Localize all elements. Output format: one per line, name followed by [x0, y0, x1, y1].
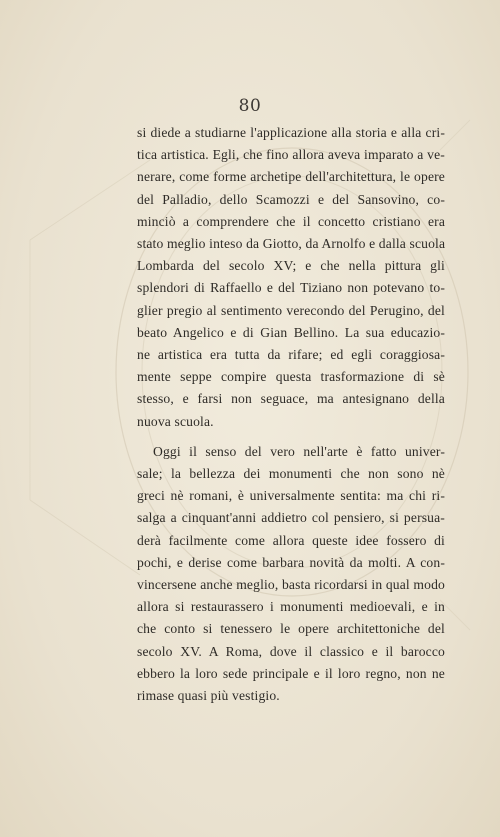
paragraph-2 [137, 441, 445, 707]
text-line: mente seppe compire questa trasformazione di sè [137, 369, 445, 385]
text-line: pochi, e derise come barbara novità da molti. A con- [137, 554, 445, 570]
text-line: rimase quasi più vestigio. [137, 688, 280, 704]
body-text [137, 122, 445, 707]
text-line: stato meglio inteso da Giotto, da Arnolfo e dalla scuola [137, 236, 446, 252]
text-line: stesso, e farsi non seguace, ma antesignano della [137, 391, 445, 407]
text-line: beato Angelico e di Gian Bellino. La sua educazio- [137, 324, 445, 340]
text-line: derà facilmente come allora queste idee fossero di [137, 532, 445, 548]
text-line: nerare, come forme archetipe dell'architettura, le opere [137, 169, 445, 185]
text-line: secolo XV. A Roma, dove il classico e il barocco [137, 643, 445, 659]
text-line: glier pregio al sentimento verecondo del Perugino, del [137, 302, 445, 318]
text-line: si diede a studiarne l'applicazione alla storia e alla cri- [137, 125, 445, 140]
text-line: ebbero la loro sede principale e il loro regno, non ne [137, 665, 445, 681]
text-line: allora si restaurassero i monumenti medioevali, e in [137, 599, 445, 615]
paragraph-gap [137, 433, 445, 441]
text-line: Lombarda del secolo XV; e che nella pittura gli [137, 258, 445, 274]
text-line: sale; la bellezza dei monumenti che non sono nè [137, 466, 445, 482]
text-line: splendori di Raffaello e del Tiziano non potevano to- [137, 280, 445, 296]
text-line: del Palladio, dello Scamozzi e del Sansovino, co- [137, 191, 445, 207]
page-number: 80 [238, 96, 262, 116]
text-line: che conto si tenessero le opere architettoniche del [137, 621, 445, 637]
text-line: minciò a comprendere che il concetto cristiano era [137, 213, 445, 229]
text-line: salga a cinquant'anni addietro col pensiero, si persua- [137, 510, 445, 526]
text-line: Oggi il senso del vero nell'arte è fatto univer- [153, 443, 445, 459]
text-line: greci nè romani, è universalmente sentita: ma chi ri- [137, 488, 445, 504]
text-line: nuova scuola. [137, 413, 214, 429]
text-line: vincersene anche meglio, basta ricordarsi in qual modo [137, 577, 445, 593]
text-line: tica artistica. Egli, che fino allora aveva imparato a ve- [137, 147, 445, 163]
text-line: ne artistica era tutta da rifare; ed egli coraggiosa- [137, 347, 445, 363]
paragraph-1 [137, 122, 445, 433]
